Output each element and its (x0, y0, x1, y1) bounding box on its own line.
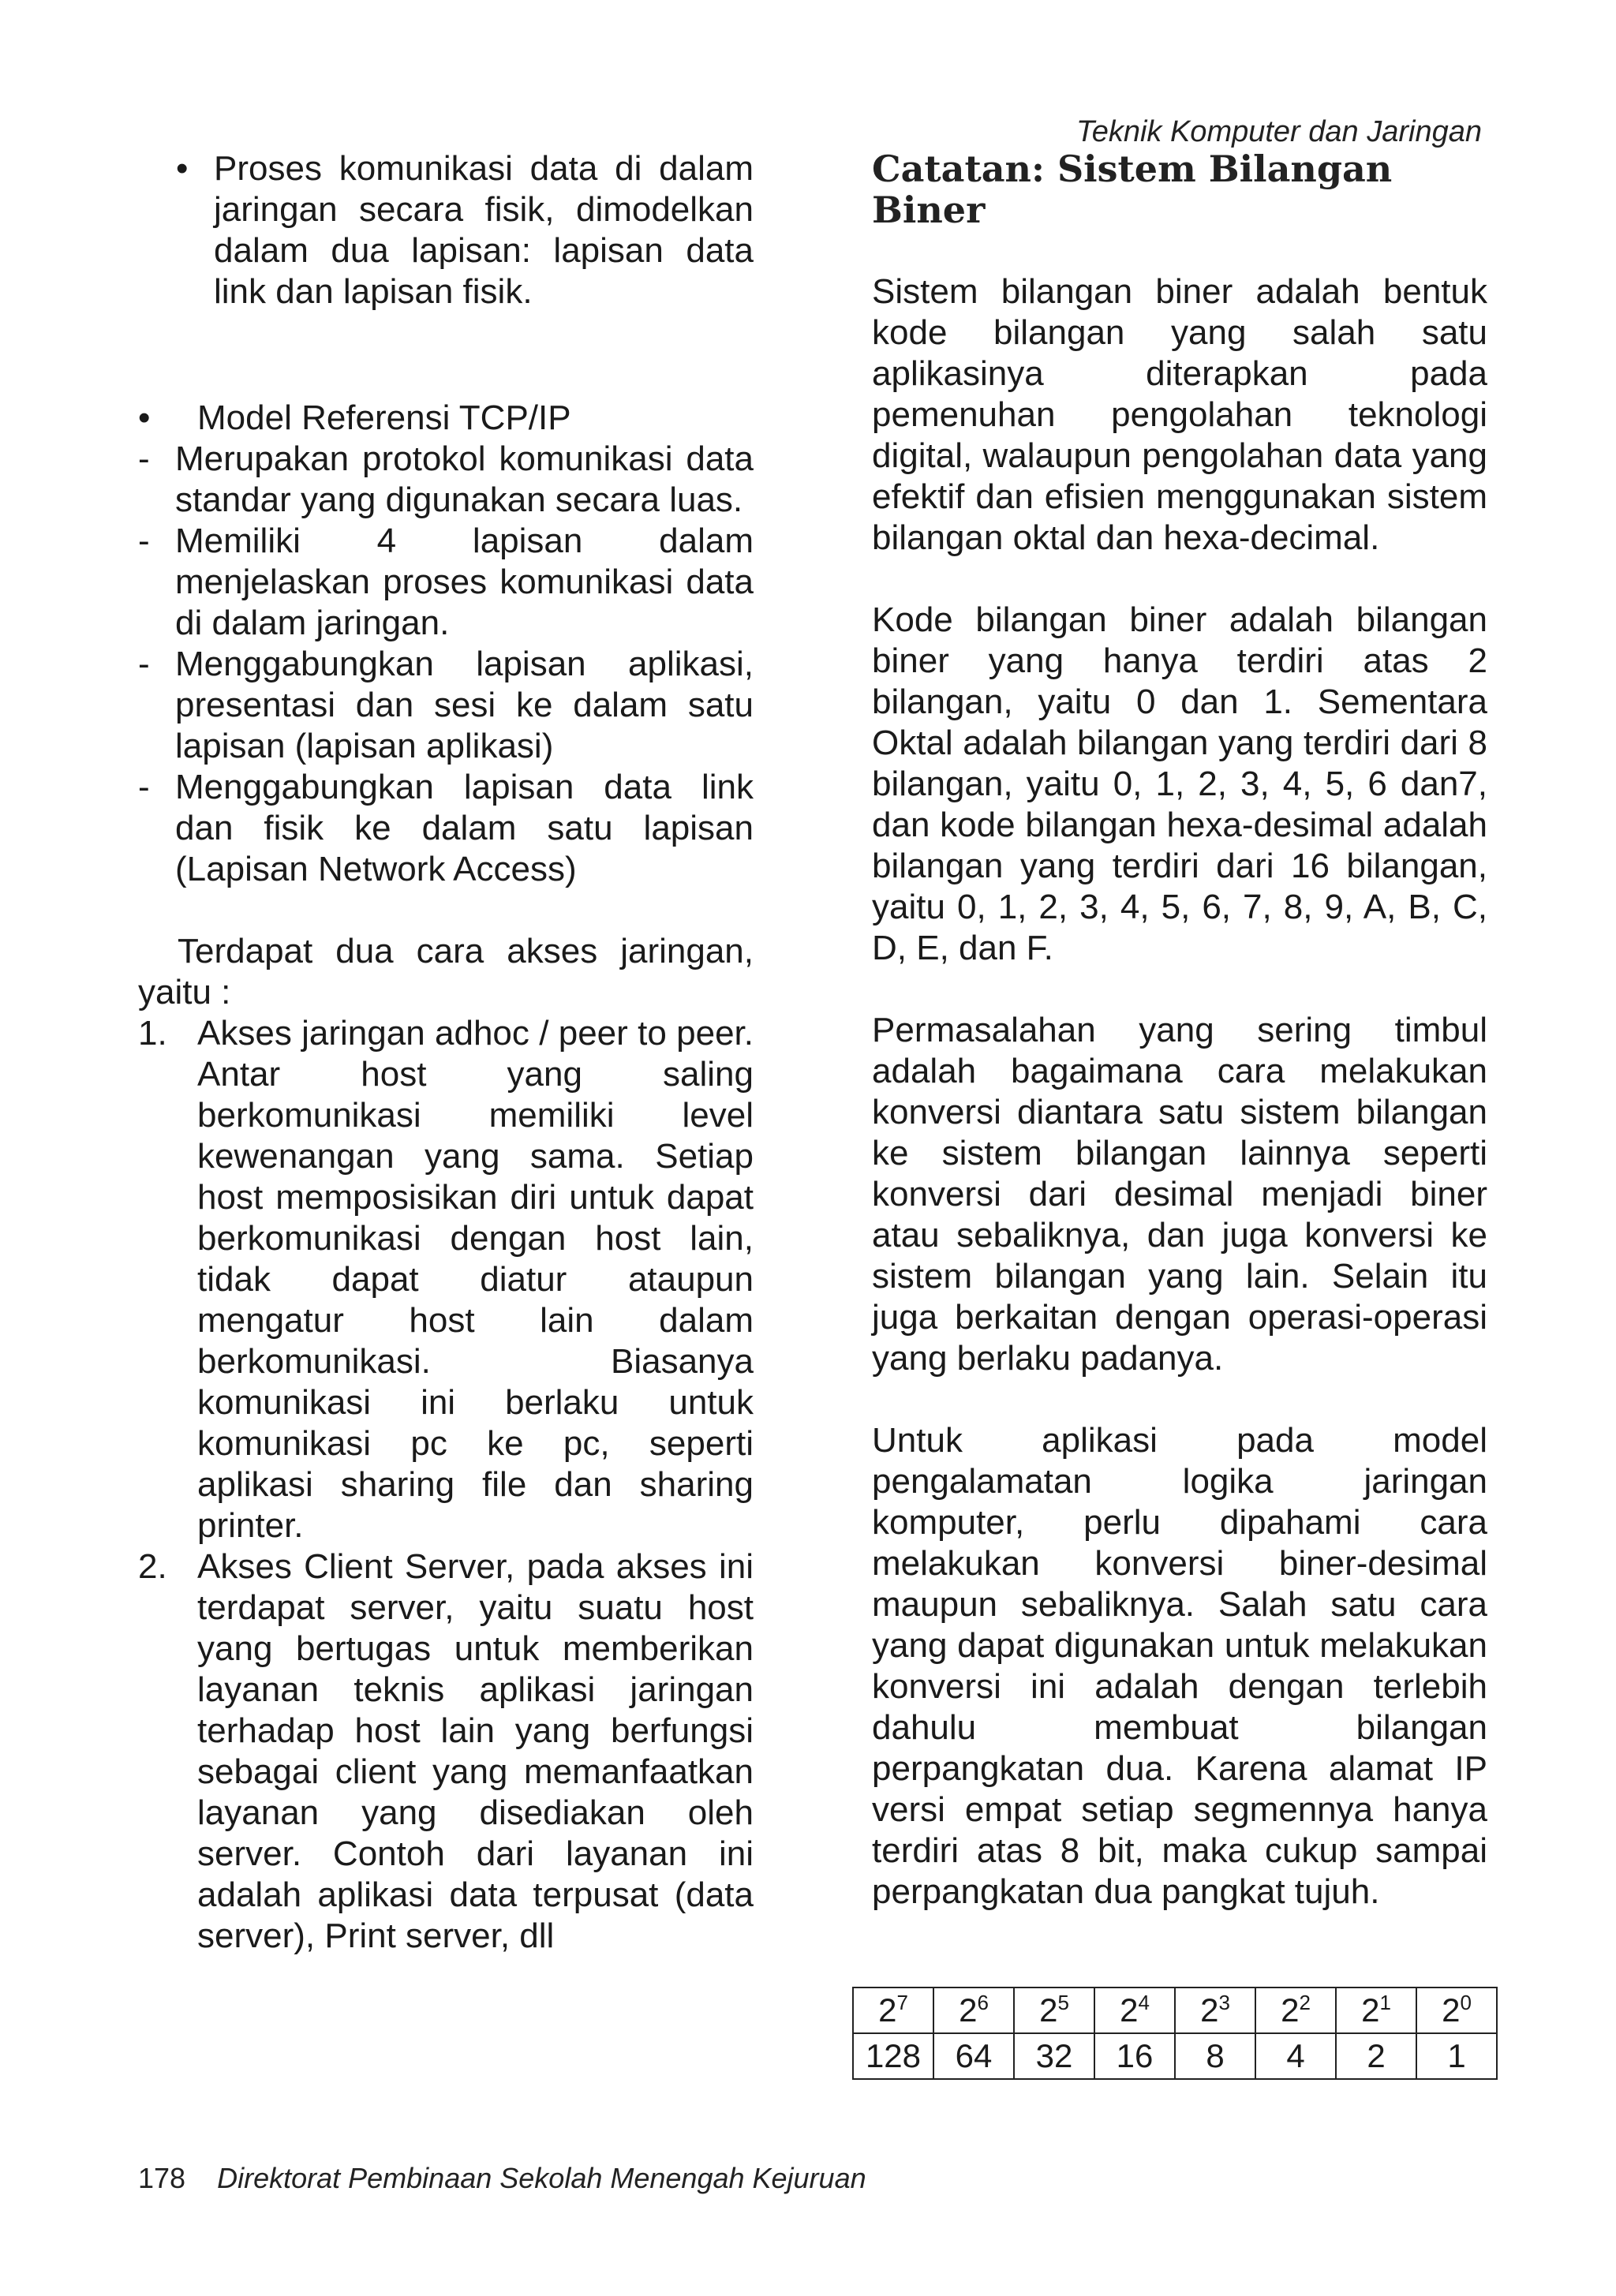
table-cell: 128 (853, 2033, 933, 2079)
publisher-name: Direktorat Pembinaan Sekolah Menengah Kejuruan (217, 2162, 866, 2194)
dash-item-text: Merupakan protokol komunikasi data standar yang digunakan secara luas. (175, 439, 754, 519)
power-exponent: 7 (896, 1991, 908, 2014)
power-base: 2 (1442, 1991, 1461, 2029)
right-column (872, 148, 1487, 1954)
power-exponent: 4 (1138, 1991, 1150, 2014)
table-cell: 64 (933, 2033, 1014, 2079)
powers-of-two-table (852, 1987, 1498, 2080)
page-footer (138, 2162, 866, 2195)
tcpip-bullet-item (138, 398, 754, 439)
power-exponent: 0 (1460, 1991, 1472, 2014)
dash-item (138, 439, 754, 521)
dash-marker: - (138, 439, 150, 478)
body-paragraph: Sistem bilangan biner adalah bentuk kode bilangan yang salah satu aplikasinya diterapkan pada pemenuhan pengolahan teknologi digital, walaupun pengolahan data yang efektif dan efisien menggunakan sistem bilangan oktal dan hexa-decimal. (872, 272, 1487, 557)
power-base: 2 (1039, 1991, 1058, 2029)
table-cell: 16 (1094, 2033, 1175, 2079)
numbered-item-text: Akses jaringan adhoc / peer to peer. Antar host yang saling berkomunikasi memiliki level kewenangan yang sama. Setiap host memposisikan diri untuk dapat berkomunikasi dengan host lain, tidak dapat diatur ataupun mengatur host lain dalam berkomunikasi. Biasanya komunikasi ini berlaku untuk komunikasi pc ke pc, seperti aplikasi sharing file dan sharing printer. (197, 1014, 754, 1545)
power-exponent: 2 (1299, 1991, 1311, 2014)
item-number: 1. (138, 1014, 167, 1053)
power-base: 2 (1361, 1991, 1380, 2029)
power-base: 2 (878, 1991, 897, 2029)
table-cell: 32 (1014, 2033, 1094, 2079)
table-cell (1014, 1987, 1094, 2033)
bullet-marker: • (138, 398, 151, 437)
table-cell (1336, 1987, 1416, 2033)
table-cell (853, 1987, 933, 2033)
dash-item-text: Menggabungkan lapisan data link dan fisik ke dalam satu lapisan (Lapisan Network Access) (175, 768, 754, 888)
table-cell (1094, 1987, 1175, 2033)
intro-bullet-item (176, 148, 754, 312)
table-cell: 4 (1255, 2033, 1336, 2079)
dash-item-text: Menggabungkan lapisan aplikasi, presentasi dan sesi ke dalam satu lapisan (lapisan aplikasi) (175, 645, 754, 765)
dash-item-text: Memiliki 4 lapisan dalam menjelaskan proses komunikasi data di dalam jaringan. (175, 522, 754, 642)
table-cell (1255, 1987, 1336, 2033)
power-exponent: 3 (1218, 1991, 1230, 2014)
dash-marker: - (138, 768, 150, 806)
table-row-powers (853, 1987, 1497, 2033)
running-header: Teknik Komputer dan Jaringan (1075, 115, 1482, 148)
power-base: 2 (959, 1991, 978, 2029)
page-number: 178 (138, 2162, 186, 2194)
left-column (138, 148, 754, 1957)
dash-item (138, 644, 754, 767)
numbered-item (138, 1013, 754, 1546)
table-cell: 2 (1336, 2033, 1416, 2079)
dash-marker: - (138, 645, 150, 683)
table-row-values (853, 2033, 1497, 2079)
power-base: 2 (1281, 1991, 1300, 2029)
item-number: 2. (138, 1547, 167, 1586)
access-intro-paragraph: Terdapat dua cara akses jaringan, yaitu : (138, 932, 754, 1012)
table-cell (1175, 1987, 1255, 2033)
bullet-marker: • (176, 149, 189, 188)
tcpip-bullet-text: Model Referensi TCP/IP (197, 398, 571, 437)
intro-bullet-text: Proses komunikasi data di dalam jaringan secara fisik, dimodelkan dalam dua lapisan: lapisan data link dan lapisan fisik. (214, 149, 754, 311)
body-paragraph: Kode bilangan biner adalah bilangan biner yang hanya terdiri atas 2 bilangan, yaitu 0 dan 1. Sementara Oktal adalah bilangan yang terdiri dari 8 bilangan, yaitu 0, 1, 2, 3, 4, 5, 6 dan7, dan kode bilangan hexa-desimal adalah bilangan yang terdiri dari 16 bilangan, yaitu 0, 1, 2, 3, 4, 5, 6, 7, 8, 9, A, B, C, D, E, dan F. (872, 600, 1487, 967)
power-exponent: 5 (1057, 1991, 1069, 2014)
table-cell (1416, 1987, 1497, 2033)
power-exponent: 1 (1379, 1991, 1391, 2014)
table-cell: 8 (1175, 2033, 1255, 2079)
body-paragraph: Untuk aplikasi pada model pengalamatan logika jaringan komputer, perlu dipahami cara melakukan konversi biner-desimal maupun sebaliknya. Salah satu cara yang dapat digunakan untuk melakukan konversi ini adalah dengan terlebih dahulu membuat bilangan perpangkatan dua. Karena alamat IP versi empat setiap segmennya hanya terdiri atas 8 bit, maka cukup sampai perpangkatan dua pangkat tujuh. (872, 1421, 1487, 1911)
table-cell: 1 (1416, 2033, 1497, 2079)
table-cell (933, 1987, 1014, 2033)
numbered-item-text: Akses Client Server, pada akses ini terdapat server, yaitu suatu host yang bertugas untuk memberikan layanan teknis aplikasi jaringan terhadap host lain yang berfungsi sebagai client yang memanfaatkan layanan yang disediakan oleh server. Contoh dari layanan ini adalah aplikasi data terpusat (data server), Print server, dll (197, 1547, 754, 1955)
dash-item (138, 521, 754, 644)
power-base: 2 (1120, 1991, 1139, 2029)
dash-marker: - (138, 522, 150, 560)
numbered-item (138, 1546, 754, 1957)
note-title: Catatan: Sistem Bilangan Biner (872, 148, 1393, 231)
body-paragraph: Permasalahan yang sering timbul adalah bagaimana cara melakukan konversi diantara satu sistem bilangan ke sistem bilangan lainnya seperti konversi dari desimal menjadi biner atau sebaliknya, dan juga konversi ke sistem bilangan yang lain. Selain itu juga berkaitan dengan operasi-operasi yang berlaku padanya. (872, 1011, 1487, 1378)
power-base: 2 (1200, 1991, 1219, 2029)
dash-item (138, 767, 754, 890)
power-exponent: 6 (977, 1991, 989, 2014)
